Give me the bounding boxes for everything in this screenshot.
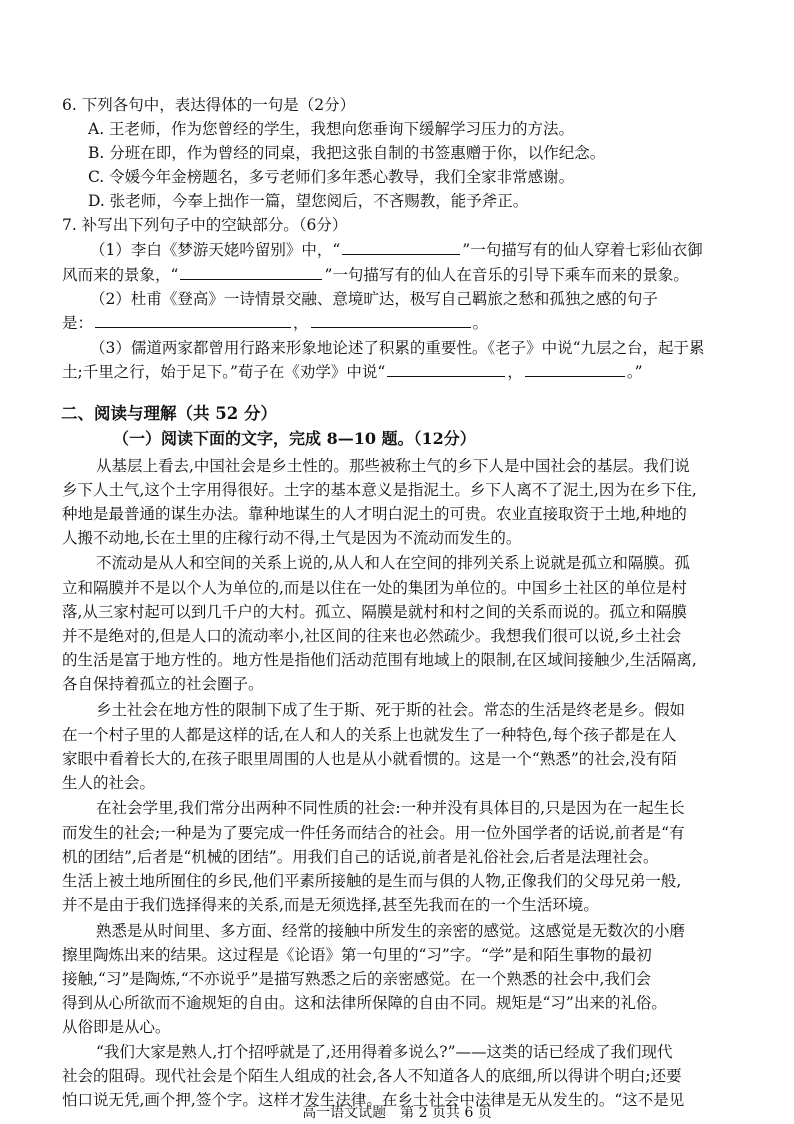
question-6-option-a: A. 王老师，作为您曾经的学生，我想向您垂询下缓解学习压力的方法。: [88, 120, 575, 138]
question-7-item-2-line-1: （2）杜甫《登高》一诗情景交融、意境旷达，极写自己羁旅之愁和孤独之感的句子: [90, 290, 658, 308]
passage-line: 机的团结”,后者是“机械的团结”。用我们自己的话说,前者是礼俗社会,后者是法理社会。: [62, 848, 659, 866]
fill-blank[interactable]: [525, 362, 625, 377]
question-7-item-1-line-1: （1）李白《梦游天姥吟留别》中，“ ”一句描写有的仙人穿着七彩仙衣御: [90, 241, 703, 259]
passage-line: 的生活是富于地方性的。地方性是指他们活动范围有地域上的限制,在区域间接触少,生活隔离,: [62, 651, 697, 669]
passage-line: 得到从心所欲而不逾规矩的自由。这和法律所保障的自由不同。规矩是“习”出来的礼俗。: [62, 994, 667, 1012]
passage-line: 不流动是从人和空间的关系上说的,从人和人在空间的排列关系上说就是孤立和隔膜。孤: [96, 554, 690, 572]
passage-line: 并不是绝对的,但是人口的流动率小,社区间的往来也必然疏少。我想我们很可以说,乡土社会: [62, 627, 682, 645]
passage-line: 各自保持着孤立的社会圈子。: [62, 675, 264, 693]
passage-line: 擦里陶炼出来的结果。这过程是《论语》第一句里的“习”字。“学”是和陌生事物的最初: [62, 946, 652, 964]
question-7-item-3-line-2: 土;千里之行，始于足下。”荀子在《劝学》中说“ ， 。”: [62, 363, 643, 381]
passage-line: 怕口说无凭,画个押,签个字。这样才发生法律。在乡土社会中法律是无从发生的。“这不是见: [62, 1091, 685, 1109]
passage-line: 熟悉是从时间里、多方面、经常的接触中所发生的亲密的感觉。这感觉是无数次的小磨: [96, 922, 686, 940]
question-6-stem: 6. 下列各句中，表达得体的一句是（2分）: [62, 96, 356, 114]
passage-line: 社会的阻碍。现代社会是个陌生人组成的社会,各人不知道各人的底细,所以得讲个明白;还要: [62, 1067, 682, 1085]
passage-line: 在一个村子里的人都是这样的话,在人和人的关系上也就发生了一种特色,每个孩子都是在人: [62, 726, 677, 744]
question-7-item-3-line-1: （3）儒道两家都曾用行路来形象地论述了积累的重要性。《老子》中说“九层之台，起于累: [90, 339, 705, 357]
question-7-stem: 7. 补写出下列句子中的空缺部分。（6分）: [62, 216, 348, 234]
fill-blank[interactable]: [180, 265, 322, 280]
page-footer: 高一语文试题 第 2 页共 6 页: [302, 1105, 492, 1121]
passage-line: 人搬不动地,长在土里的庄稼行动不得,土气是因为不流动而发生的。: [62, 529, 522, 547]
passage-line: 立和隔膜并不是以个人为单位的,而是以住在一处的集团为单位的。中国乡土社区的单位是村: [62, 579, 687, 597]
question-7-item-1-line-2: 风而来的景象，“ ”一句描写有的仙人在音乐的引导下乘车而来的景象。: [62, 266, 689, 284]
question-6-option-c: C. 令媛今年金榜题名，多亏老师们多年悉心教导，我们全家非常感谢。: [88, 168, 575, 186]
passage-line: 乡下人土气,这个土字用得很好。土字的基本意义是指泥土。乡下人离不了泥土,因为在乡下住,: [62, 481, 697, 499]
passage-line: 乡土社会在地方性的限制下成了生于斯、死于斯的社会。常态的生活是终老是乡。假如: [96, 701, 686, 719]
fill-blank[interactable]: [311, 313, 471, 328]
fill-blank[interactable]: [95, 313, 291, 328]
passage-line: 生活上被土地所囿住的乡民,他们平素所接触的是生而与俱的人物,正像我们的父母兄弟一般,: [62, 872, 682, 890]
passage-line: “我们大家是熟人,打个招呼就是了,还用得着多说么?”——这类的话已经成了我们现代: [96, 1043, 673, 1061]
passage-line: 在社会学里,我们常分出两种不同性质的社会:一种并没有具体目的,只是因为在一起生长: [96, 799, 685, 817]
passage-line: 而发生的社会;一种是为了要完成一件任务而结合的社会。用一位外国学者的话说,前者是“有: [62, 824, 685, 842]
passage-line: 家眼中看着长大的,在孩子眼里周围的人也是从小就看惯的。这是一个“熟悉”的社会,没有陌: [62, 750, 677, 768]
passage-line: 接触,“习”是陶炼,“不亦说乎”是描写熟悉之后的亲密感觉。在一个熟悉的社会中,我们会: [62, 970, 651, 988]
passage-line: 从俗即是从心。: [62, 1018, 171, 1036]
fill-blank[interactable]: [342, 240, 460, 255]
passage-line: 种地是最普通的谋生办法。靠种地谋生的人才明白泥土的可贵。农业直接取资于土地,种地的: [62, 505, 687, 523]
passage-line: 并不是由于我们选择得来的关系,而是无须选择,甚至先我而在的一个生活环境。: [62, 896, 599, 914]
passage-line: 从基层上看去,中国社会是乡土性的。那些被称土气的乡下人是中国社会的基层。我们说: [96, 457, 690, 475]
question-6-option-d: D. 张老师，今奉上拙作一篇，望您阅后，不吝赐教，能予斧正。: [88, 192, 529, 210]
question-7-item-2-line-2: 是： ， 。: [62, 314, 489, 332]
fill-blank[interactable]: [387, 362, 505, 377]
question-6-option-b: B. 分班在即，作为曾经的同桌，我把这张自制的书签惠赠于你，以作纪念。: [88, 144, 606, 162]
passage-line: 生人的社会。: [62, 774, 156, 792]
section-2-subtitle: （一）阅读下面的文字，完成 8—10 题。（12分）: [113, 429, 476, 448]
section-2-title: 二、阅读与理解（共 52 分）: [61, 404, 277, 423]
passage-line: 落,从三家村起可以到几千户的大村。孤立、隔膜是就村和村之间的关系而说的。孤立和隔膜: [62, 603, 687, 621]
